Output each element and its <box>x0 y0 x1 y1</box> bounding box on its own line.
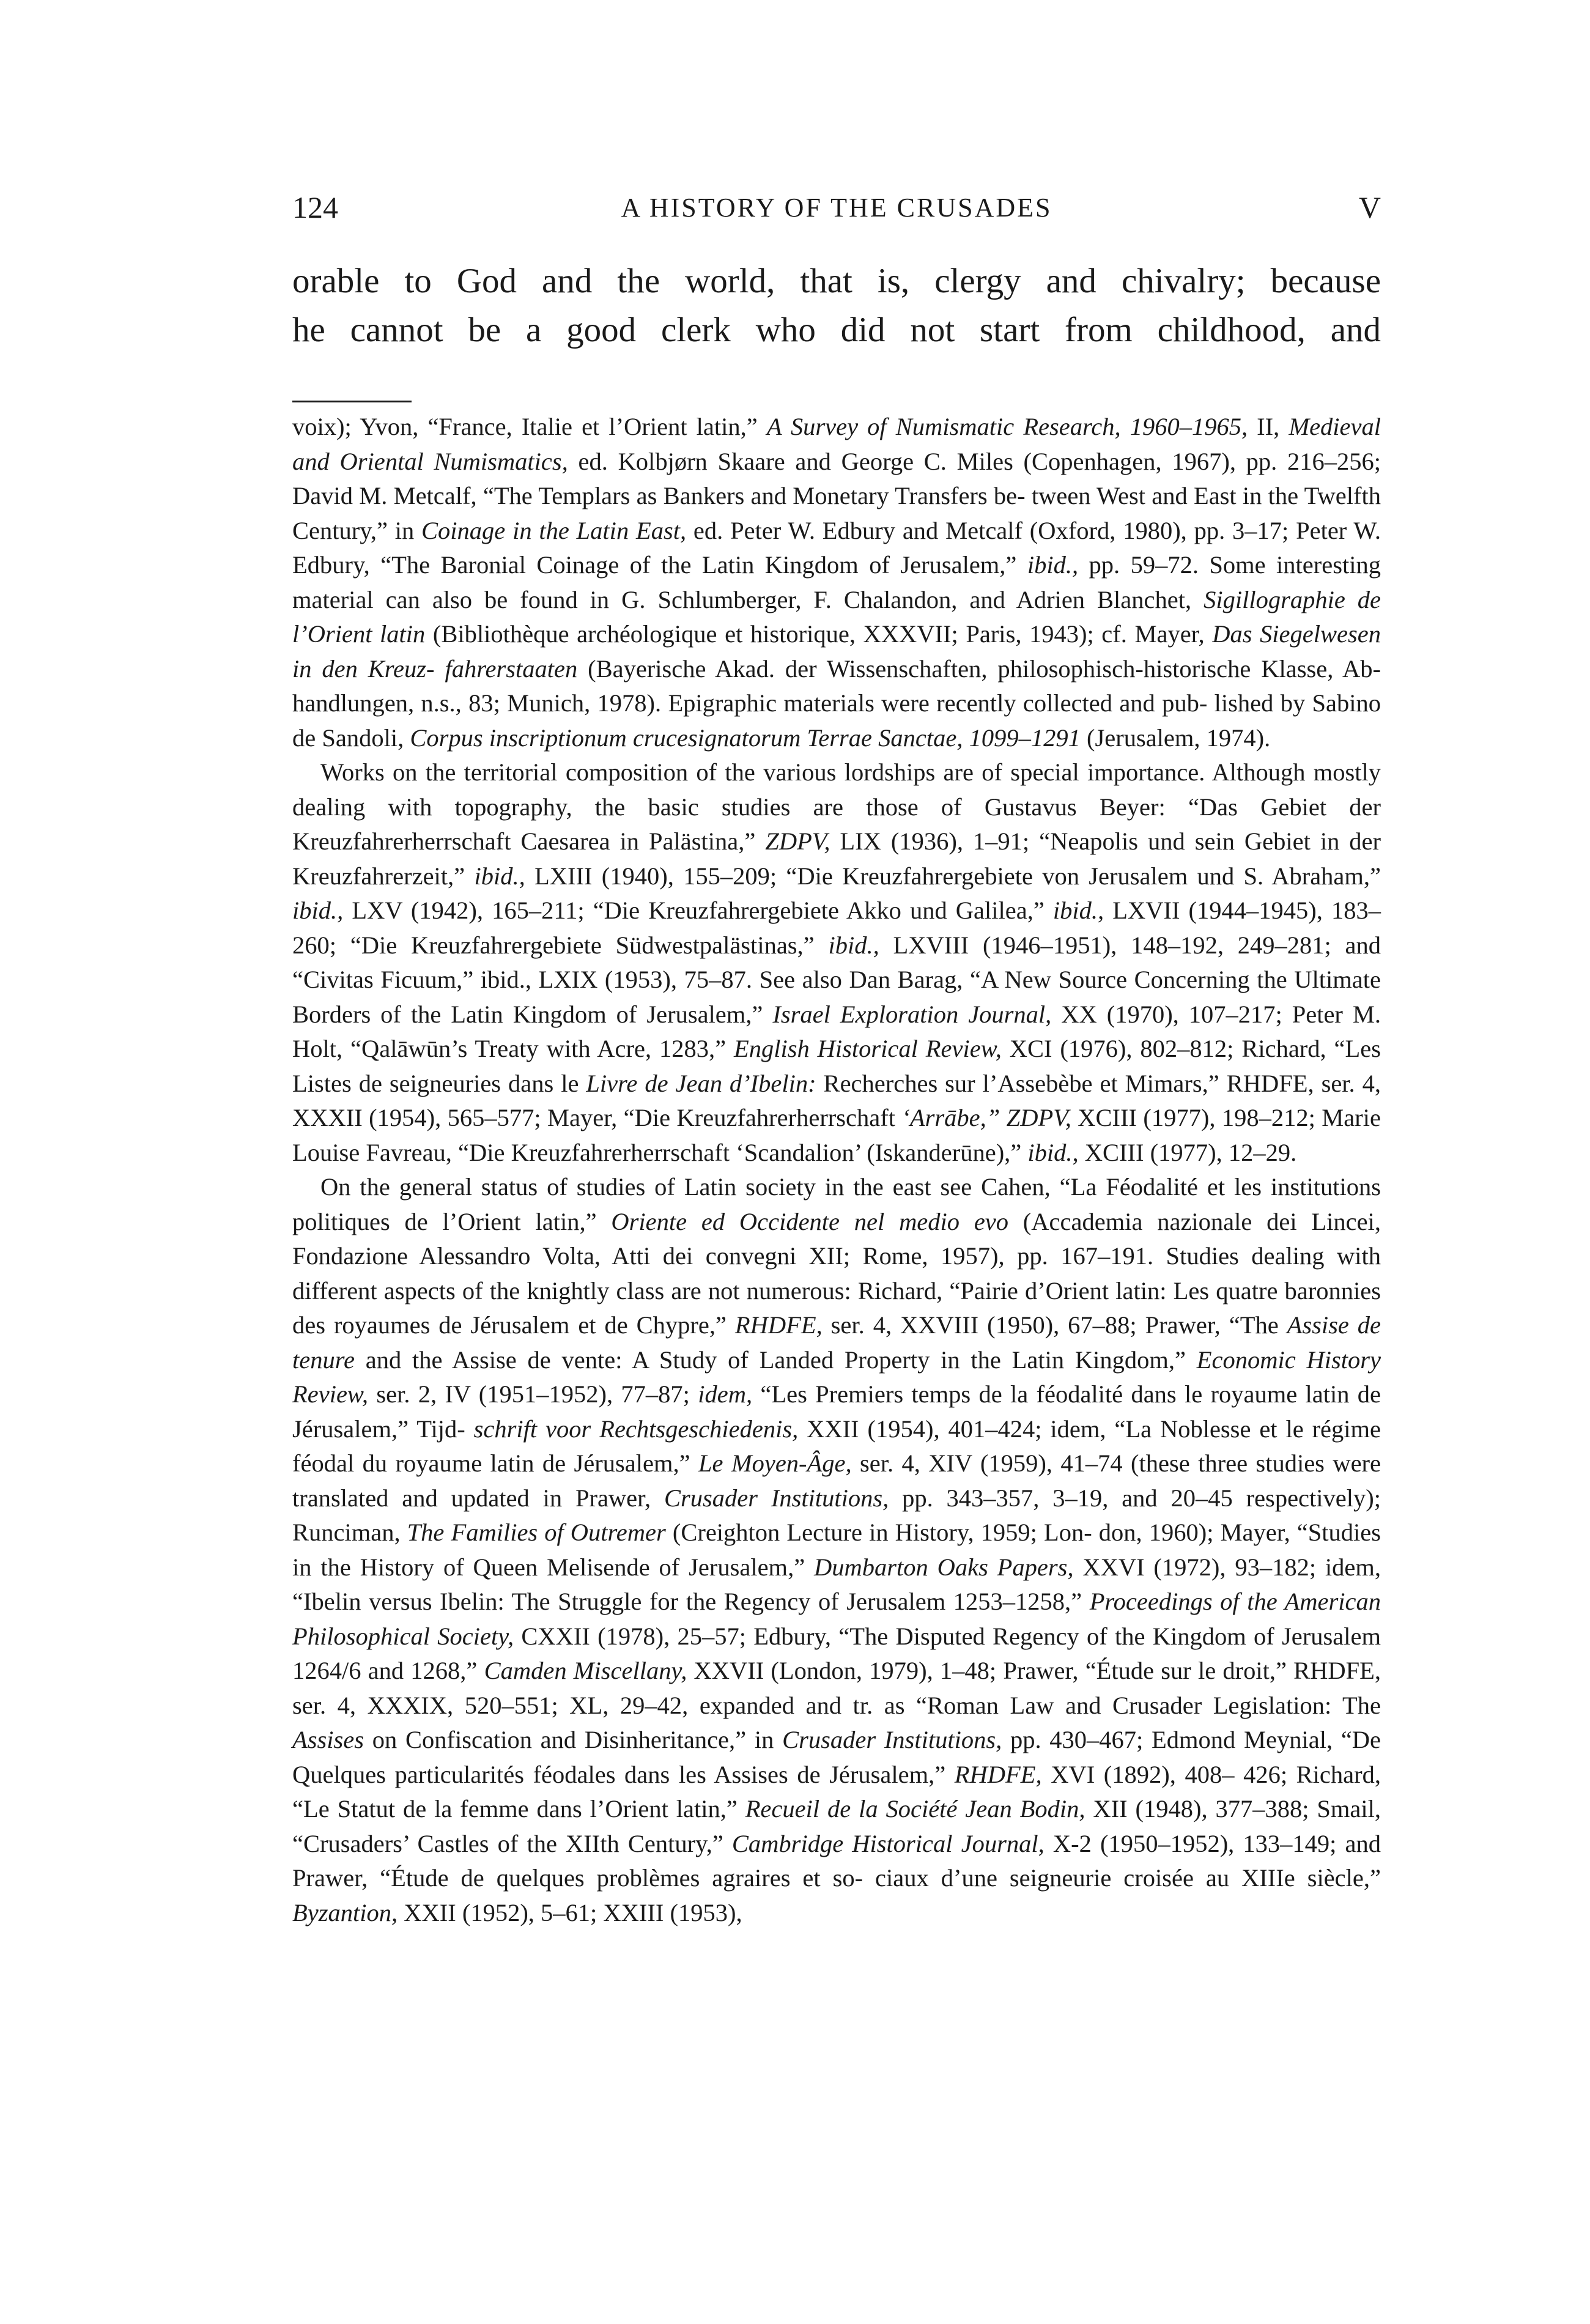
note-text: respectively); Runciman, <box>292 1484 1381 1546</box>
note-text: See also Dan Barag, “A New Source Concerning the Ultimate Borders of the Latin Kingdom <box>292 966 1381 1028</box>
note-text: on Confiscation and Disinheritance,” in <box>372 1726 783 1753</box>
note-text: XVI (1892), 408– <box>1041 1760 1235 1788</box>
italic-title: RHDFE, <box>954 1760 1042 1788</box>
italic-title: Oriente ed Occidente nel medio evo <box>611 1207 1009 1235</box>
italic-title: Crusader Institutions, <box>782 1726 1002 1753</box>
note-text: and Metcalf (Oxford, 1980), pp. 3–17; Peter W. Edbury, “The Baronial Coinage of the Latin <box>292 516 1381 579</box>
italic-title: Crusader Institutions, <box>664 1484 889 1512</box>
italic-title: Cambridge Historical <box>731 1829 953 1857</box>
note-text: pp. 343–357, 3–19, and 20–45 <box>889 1484 1233 1512</box>
note-text: XXVII (London, 1979), 1–48; Prawer, “Étude sur le droit,” RHDFE, ser. 4, XXXIX, <box>292 1657 1381 1719</box>
note-text: X-2 (1950–1952), 133–149; and Prawer, “Étude de quelques problèmes agraires et so- <box>292 1829 1381 1892</box>
italic-title: Le Moyen-Âge, <box>698 1449 852 1477</box>
note-line <box>292 689 1207 717</box>
note-line <box>1085 1139 1296 1166</box>
italic-title: Dumbarton <box>814 1553 928 1581</box>
note-text: und Galilea,” <box>909 897 1053 924</box>
note-text: 520–551; XL, 29–42, expanded and tr. as “Roman Law and Crusader Legislation: The <box>464 1691 1381 1719</box>
italic-title: ibid., <box>292 897 344 924</box>
note-text: LXIII (1940), 155–209; “Die Kreuzfahrergebiete <box>525 862 1033 890</box>
note-text: Schlumberger, F. Chalandon, and Adrien Blanchet, <box>657 585 1204 613</box>
note-text: ser. 4, XXXII (1954), 565–577; Mayer, “Die Kreuzfahrerherrschaft <box>292 1069 1381 1131</box>
note-text: ser. 4, XXVIII (1950), 67–88; Prawer, “The <box>830 1311 1287 1339</box>
italic-title: Livre de Jean d’Ibelin: <box>586 1069 816 1097</box>
note-text: (Bayerische Akad. der Wissenschaften, philosophisch-historische Klasse, Ab- <box>577 654 1381 683</box>
italic-title: idem, <box>698 1380 753 1408</box>
note-line <box>320 758 1205 786</box>
running-title: A HISTORY OF THE CRUSADES <box>621 193 1052 223</box>
main-text-line: he cannot be a good clerk who did not start from childhood, and <box>292 311 1381 349</box>
italic-title: English Historical Review, <box>733 1035 1002 1062</box>
running-header <box>292 190 1381 226</box>
italic-title: Proceedings of the American Philosophical Society, <box>292 1588 1381 1650</box>
note-text: LXVIII (1946–1951), 148–192, 249–281; and “Civitas Ficuum,” ibid., LXIX (1953), 75–87. <box>292 931 1381 993</box>
note-text: 167–191. Studies dealing with different aspects of the knightly class are not numerous: Richard, <box>292 1242 1381 1304</box>
note-line <box>372 1726 1333 1753</box>
italic-title: ibid., <box>474 862 525 890</box>
note-text: and the Assise de vente: A Study <box>354 1345 717 1374</box>
note-line <box>292 413 1248 440</box>
note-text: 426; Richard, “Le Statut de la femme dans l’Orient latin,” <box>292 1760 1381 1823</box>
note-text: (Bibliothèque <box>425 620 569 648</box>
note-text: Treaty with Acre, 1283,” <box>475 1035 734 1062</box>
volume-number: V <box>1358 190 1381 224</box>
note-text: voix); Yvon, “France, Italie et l’Orient latin,” <box>292 413 767 440</box>
italic-title: Corpus inscriptionum crucesignatorum Terrae Sanctae, 1099–1291 <box>410 723 1081 752</box>
note-text: de seigneuries dans le <box>358 1069 586 1097</box>
note-text: tween West and East in the Twelfth Century,” in <box>292 482 1381 544</box>
note-text: XXII (1952), 5–61; XXIII (1953), <box>398 1898 742 1926</box>
note-text: CXXII (1978), <box>514 1622 670 1650</box>
note-text: archéologique et historique, XXXVII; Paris, 1943); cf. Mayer, <box>577 620 1213 648</box>
note-text: ed. Kolbjørn Skaare and George C. Miles (Copenhagen, <box>568 447 1162 475</box>
note-text: On the general status of studies of Latin society in the east see Cahen, “La Féodalité et <box>320 1173 1226 1201</box>
note-text: Recherches sur l’Assebèbe et Mimars,” RHDFE, <box>816 1069 1314 1097</box>
italic-title: Camden <box>484 1657 567 1684</box>
note-text: “Pairie d’Orient latin: Les quatre baronnies des royaumes de Jérusalem et de Chypre,” <box>292 1276 1381 1339</box>
note-text: von Jerusalem und S. Abraham,” <box>1042 862 1381 890</box>
note-text: LXV (1942), 165–211; “Die Kreuzfahrergebiete Akko <box>343 897 901 924</box>
note-text: pp. 59–72. Some interesting material can also be found in G. <box>292 551 1381 613</box>
note-text: les institutions politiques de l’Orient latin,” <box>292 1173 1381 1235</box>
main-text <box>292 257 1381 355</box>
note-text: ser. 2, IV (1951–1952), <box>368 1380 613 1408</box>
note-paragraph-2 <box>292 755 1381 1170</box>
note-text: Kingdom of Jerusalem,” <box>764 551 1027 579</box>
note-text: “De Quelques particularités féodales dans les Assises de Jérusalem,” <box>292 1726 1381 1788</box>
note-paragraph-1 <box>292 410 1381 755</box>
note-text: (Accademia <box>1008 1207 1143 1235</box>
note-text: Works on the territorial composition of the various lordships are of special importance. <box>320 758 1205 786</box>
note-text: 1967), pp. 216–256; David M. Metcalf, “The Templars as Bankers and Monetary Transfers be- <box>292 447 1381 509</box>
italic-title: Assise de tenure <box>292 1311 1381 1374</box>
note-text: II, <box>1257 413 1289 440</box>
note-text: handlungen, n.s., 83; Munich, 1978). Epigraphic materials were recently collected and pub- <box>292 689 1208 717</box>
italic-title: Miscellany, <box>573 1657 687 1684</box>
note-text: of Landed Property in the Latin Kingdom,” <box>728 1345 1197 1374</box>
note-text: Although mostly dealing with topography, the basic studies are those of Gustavus Beyer: “Das <box>292 758 1381 821</box>
italic-title: Israel Exploration Journal, <box>772 1000 1052 1028</box>
note-text: XCIII (1977), 12–29. <box>1084 1138 1297 1166</box>
note-text: und sein Gebiet in der Kreuzfahrerzeit,” <box>292 827 1381 890</box>
note-line <box>445 655 1381 683</box>
note-text: ciaux d’une seigneurie croisée au XIIIe siècle,” <box>875 1864 1381 1892</box>
note-text: XXII (1954), 401–424; idem, “La Noblesse et le régime féodal <box>292 1415 1381 1477</box>
italic-title: The Families of Outremer <box>407 1519 666 1546</box>
italic-title: Byzantion, <box>292 1898 398 1926</box>
bibliographic-notes <box>292 410 1381 1930</box>
italic-title: Economic History Review, <box>292 1345 1381 1408</box>
note-text: don, 1960); Mayer, “Studies in the History of Queen Melisende of Jerusalem,” <box>292 1519 1381 1581</box>
note-text: 25–57; Edbury, “The Disputed Regency of the Kingdom of Jerusalem 1264/6 and 1268,” <box>292 1622 1381 1684</box>
italic-title: ZDPV, <box>765 827 830 855</box>
note-text: pp. 430–467; Edmond Meynial, <box>1002 1726 1333 1753</box>
main-text-line: orable to God and the world, that is, clergy and chivalry; because <box>292 262 1381 300</box>
note-text: lished by Sabino de Sandoli, <box>292 689 1381 752</box>
note-line <box>359 1070 1314 1097</box>
note-text: XII (1948), 377–388; Smail, “Crusaders’ Castles of the XIIth Century,” <box>292 1795 1381 1857</box>
note-text: (Jerusalem, 1974). <box>1086 723 1271 752</box>
italic-title: ibid., <box>828 931 879 959</box>
italic-title: schrift voor Rechtsgeschiedenis, <box>473 1415 799 1443</box>
note-text: du royaume latin de Jérusalem,” <box>362 1449 698 1477</box>
italic-title: Assises <box>292 1726 364 1753</box>
italic-title: ibid., <box>1027 1138 1079 1166</box>
note-text: LXVII (1944–1945), 183–260; “Die Kreuzfahrergebiete Südwestpalästinas,” <box>292 897 1381 959</box>
italic-title: RHDFE, <box>734 1311 823 1339</box>
italic-title: ‘Arrābe,” ZDPV, <box>901 1104 1071 1131</box>
note-text: 198–212; Marie Louise Favreau, “Die Kreuzfahrerherrschaft ‘Scandalion’ (Iskanderūne),” <box>292 1104 1381 1166</box>
italic-title: fahrerstaaten <box>445 654 578 683</box>
note-text: ed. Peter W. Edbury <box>686 516 896 544</box>
note-text: “Les Premiers temps de la féodalité dans le royaume latin de Jérusalem,” Tijd- <box>292 1380 1381 1443</box>
note-text: XXVI (1972), 93–182; idem, “Ibelin versus Ibelin: The Struggle for the Regency <box>292 1553 1381 1615</box>
italic-title: Journal, <box>961 1829 1045 1857</box>
note-text: XCIII (1977), <box>1071 1104 1216 1131</box>
note-text: XX (1970), 107–217; Peter M. Holt, “Qalāwūn’s <box>292 1000 1381 1062</box>
page-number: 124 <box>292 190 338 224</box>
note-line <box>320 1173 1225 1201</box>
italic-title: Das Siegelwesen in den Kreuz- <box>292 620 1381 683</box>
footnote-rule <box>292 401 412 402</box>
italic-title: Sigillographie de l’Orient latin <box>292 585 1381 648</box>
note-line <box>363 1449 1325 1477</box>
italic-title: Recueil de la Société Jean Bodin, <box>745 1795 1085 1823</box>
note-text: LIX (1936), 1–91; “Neapolis <box>830 827 1139 855</box>
italic-title: Coinage in the Latin East, <box>421 516 687 544</box>
note-text: Gebiet der Kreuzfahrerherrschaft Caesarea in Palästina,” <box>292 793 1381 855</box>
note-text: 77–87; <box>621 1380 698 1408</box>
italic-title: Oaks Papers, <box>937 1553 1074 1581</box>
italic-title: ibid., <box>1027 551 1079 579</box>
note-text: were translated and updated in Prawer, <box>292 1449 1381 1512</box>
note-text: of Jerusalem,” <box>616 1000 773 1028</box>
note-text: XCI (1976), 802–812; Richard, “Les Listes <box>292 1035 1381 1097</box>
note-line <box>1087 724 1270 752</box>
note-text: ser. 4, XIV (1959), 41–74 (these three studies <box>851 1449 1325 1477</box>
italic-title: ibid., <box>1052 897 1104 924</box>
note-text: of Jerusalem 1253–1258,” <box>818 1588 1090 1615</box>
note-text: (Creighton Lecture in History, 1959; Lon- <box>665 1519 1092 1546</box>
italic-title: Medieval and Oriental Numismatics, <box>292 413 1381 475</box>
note-text: nazionale dei Lincei, Fondazione Alessandro Volta, Atti dei convegni XII; Rome, 1957), pp. <box>292 1207 1381 1270</box>
note-paragraph-3 <box>292 1170 1381 1930</box>
italic-title: A Survey of Numismatic Research, 1960–1965, <box>766 413 1248 440</box>
